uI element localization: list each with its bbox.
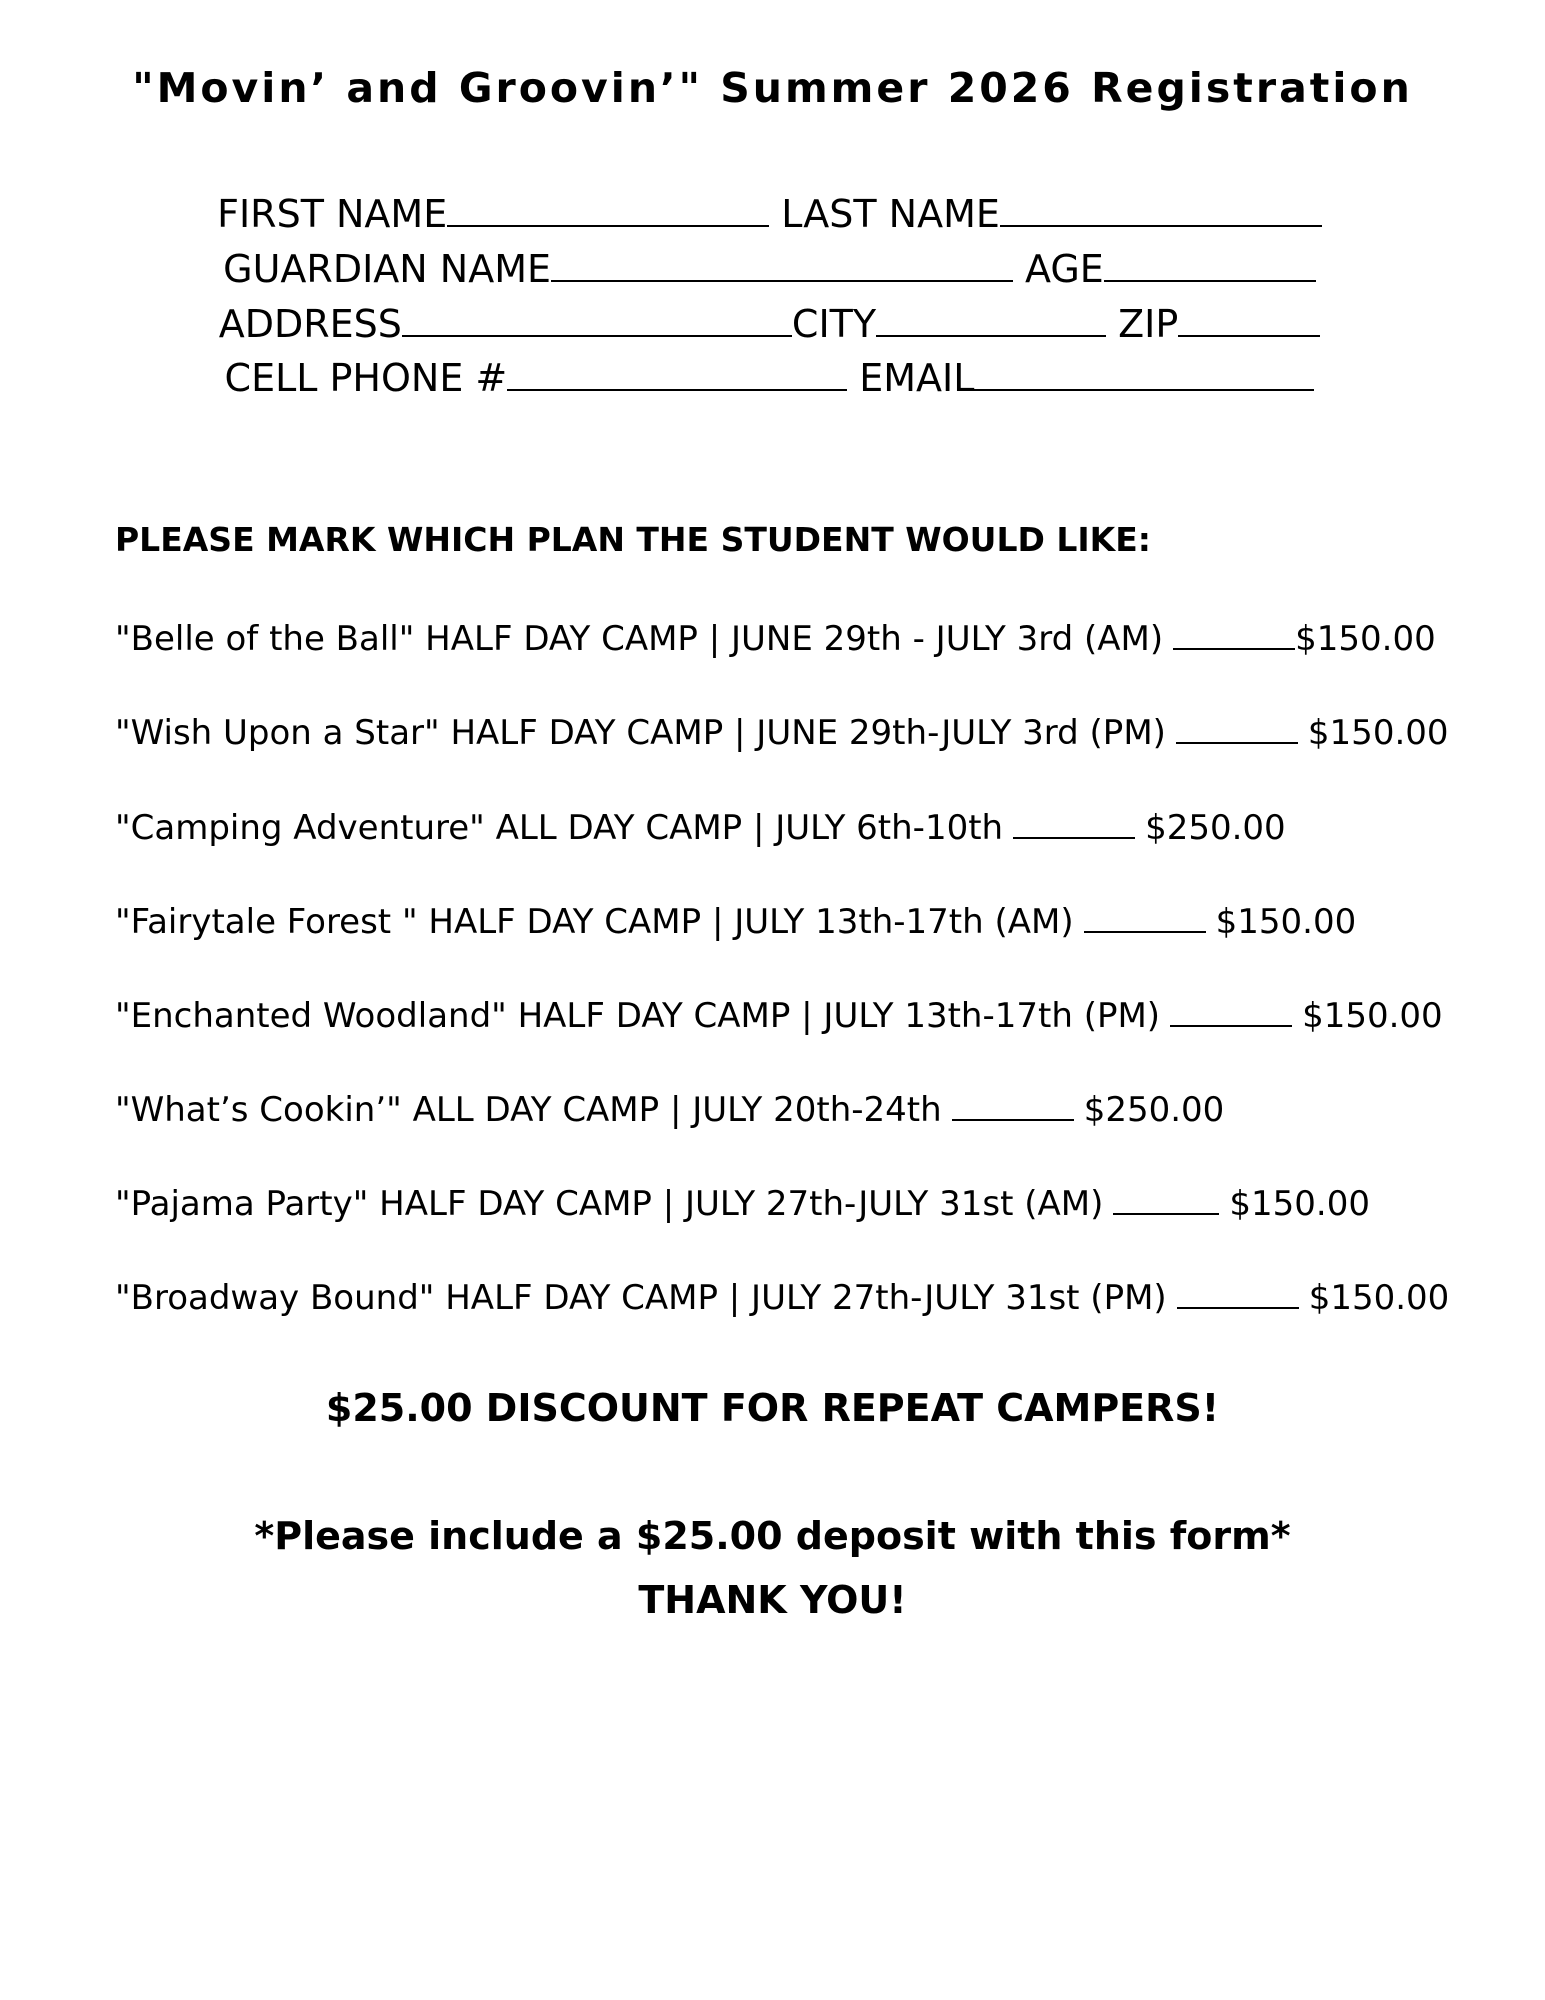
zip-label: ZIP xyxy=(1118,302,1179,346)
plan-name: "What’s Cookin’" ALL DAY CAMP | JULY 20th-24th xyxy=(115,1090,942,1130)
first-name-label: FIRST NAME xyxy=(217,192,448,236)
first-name-field[interactable] xyxy=(447,195,769,227)
plan-checkbox-line[interactable] xyxy=(952,1089,1074,1121)
plan-price: $150.00 xyxy=(1229,1184,1370,1224)
plan-name: "Pajama Party" HALF DAY CAMP | JULY 27th-JULY 31st (AM) xyxy=(115,1184,1104,1224)
guardian-name-field[interactable] xyxy=(551,250,1013,282)
plan-name: "Broadway Bound" HALF DAY CAMP | JULY 27th-JULY 31st (PM) xyxy=(115,1278,1167,1318)
city-field[interactable] xyxy=(876,305,1106,337)
name-row xyxy=(0,192,1545,236)
plan-item xyxy=(115,1183,1370,1224)
address-label: ADDRESS xyxy=(218,302,402,346)
repeat-camper-discount: $25.00 DISCOUNT FOR REPEAT CAMPERS! xyxy=(325,1386,1220,1430)
last-name-field[interactable] xyxy=(1000,195,1322,227)
contact-row xyxy=(0,356,1545,400)
plan-name: "Wish Upon a Star" HALF DAY CAMP | JUNE 29th-JULY 3rd (PM) xyxy=(115,713,1166,753)
plan-price: $150.00 xyxy=(1295,619,1436,659)
plan-price: $150.00 xyxy=(1308,1278,1450,1318)
plan-item xyxy=(115,901,1356,942)
email-field[interactable] xyxy=(974,359,1314,391)
plan-checkbox-line[interactable] xyxy=(1173,618,1295,650)
page-title: "Movin’ and Groovin’" Summer 2026 Registration xyxy=(132,64,1413,112)
plan-item xyxy=(115,807,1286,848)
plan-item xyxy=(115,1089,1224,1130)
plan-checkbox-line[interactable] xyxy=(1170,995,1292,1027)
address-row xyxy=(0,302,1545,346)
city-label: CITY xyxy=(791,302,877,346)
plan-checkbox-line[interactable] xyxy=(1176,712,1298,744)
guardian-row xyxy=(0,247,1545,291)
plan-price: $150.00 xyxy=(1215,902,1357,942)
plan-price: $150.00 xyxy=(1307,713,1449,753)
cell-phone-field[interactable] xyxy=(507,359,847,391)
cell-phone-label: CELL PHONE # xyxy=(224,356,508,400)
plan-name: "Camping Adventure" ALL DAY CAMP | JULY 6th-10th xyxy=(115,808,1004,848)
zip-field[interactable] xyxy=(1178,305,1320,337)
plan-item xyxy=(115,618,1436,659)
plan-item xyxy=(115,995,1443,1036)
deposit-note: *Please include a $25.00 deposit with this form* xyxy=(254,1514,1291,1558)
plan-price: $150.00 xyxy=(1302,996,1443,1036)
age-label: AGE xyxy=(1025,247,1104,291)
plans-heading: PLEASE MARK WHICH PLAN THE STUDENT WOULD LIKE: xyxy=(115,520,1151,559)
age-field[interactable] xyxy=(1104,250,1316,282)
plan-item xyxy=(115,1277,1449,1318)
thank-you-note: THANK YOU! xyxy=(638,1578,907,1622)
plan-checkbox-line[interactable] xyxy=(1177,1277,1299,1309)
plan-item xyxy=(115,712,1449,753)
plan-price: $250.00 xyxy=(1145,808,1286,848)
address-field[interactable] xyxy=(402,305,792,337)
plan-checkbox-line[interactable] xyxy=(1113,1183,1219,1215)
email-label: EMAIL xyxy=(859,356,975,400)
plan-name: "Fairytale Forest " HALF DAY CAMP | JULY 13th-17th (AM) xyxy=(115,902,1074,942)
plan-checkbox-line[interactable] xyxy=(1084,901,1206,933)
plan-name: "Enchanted Woodland" HALF DAY CAMP | JULY 13th-17th (PM) xyxy=(115,996,1161,1036)
plan-price: $250.00 xyxy=(1083,1090,1225,1130)
plan-name: "Belle of the Ball" HALF DAY CAMP | JUNE 29th - JULY 3rd (AM) xyxy=(115,619,1164,659)
last-name-label: LAST NAME xyxy=(781,192,1000,236)
guardian-name-label: GUARDIAN NAME xyxy=(223,247,552,291)
plan-checkbox-line[interactable] xyxy=(1013,807,1135,839)
